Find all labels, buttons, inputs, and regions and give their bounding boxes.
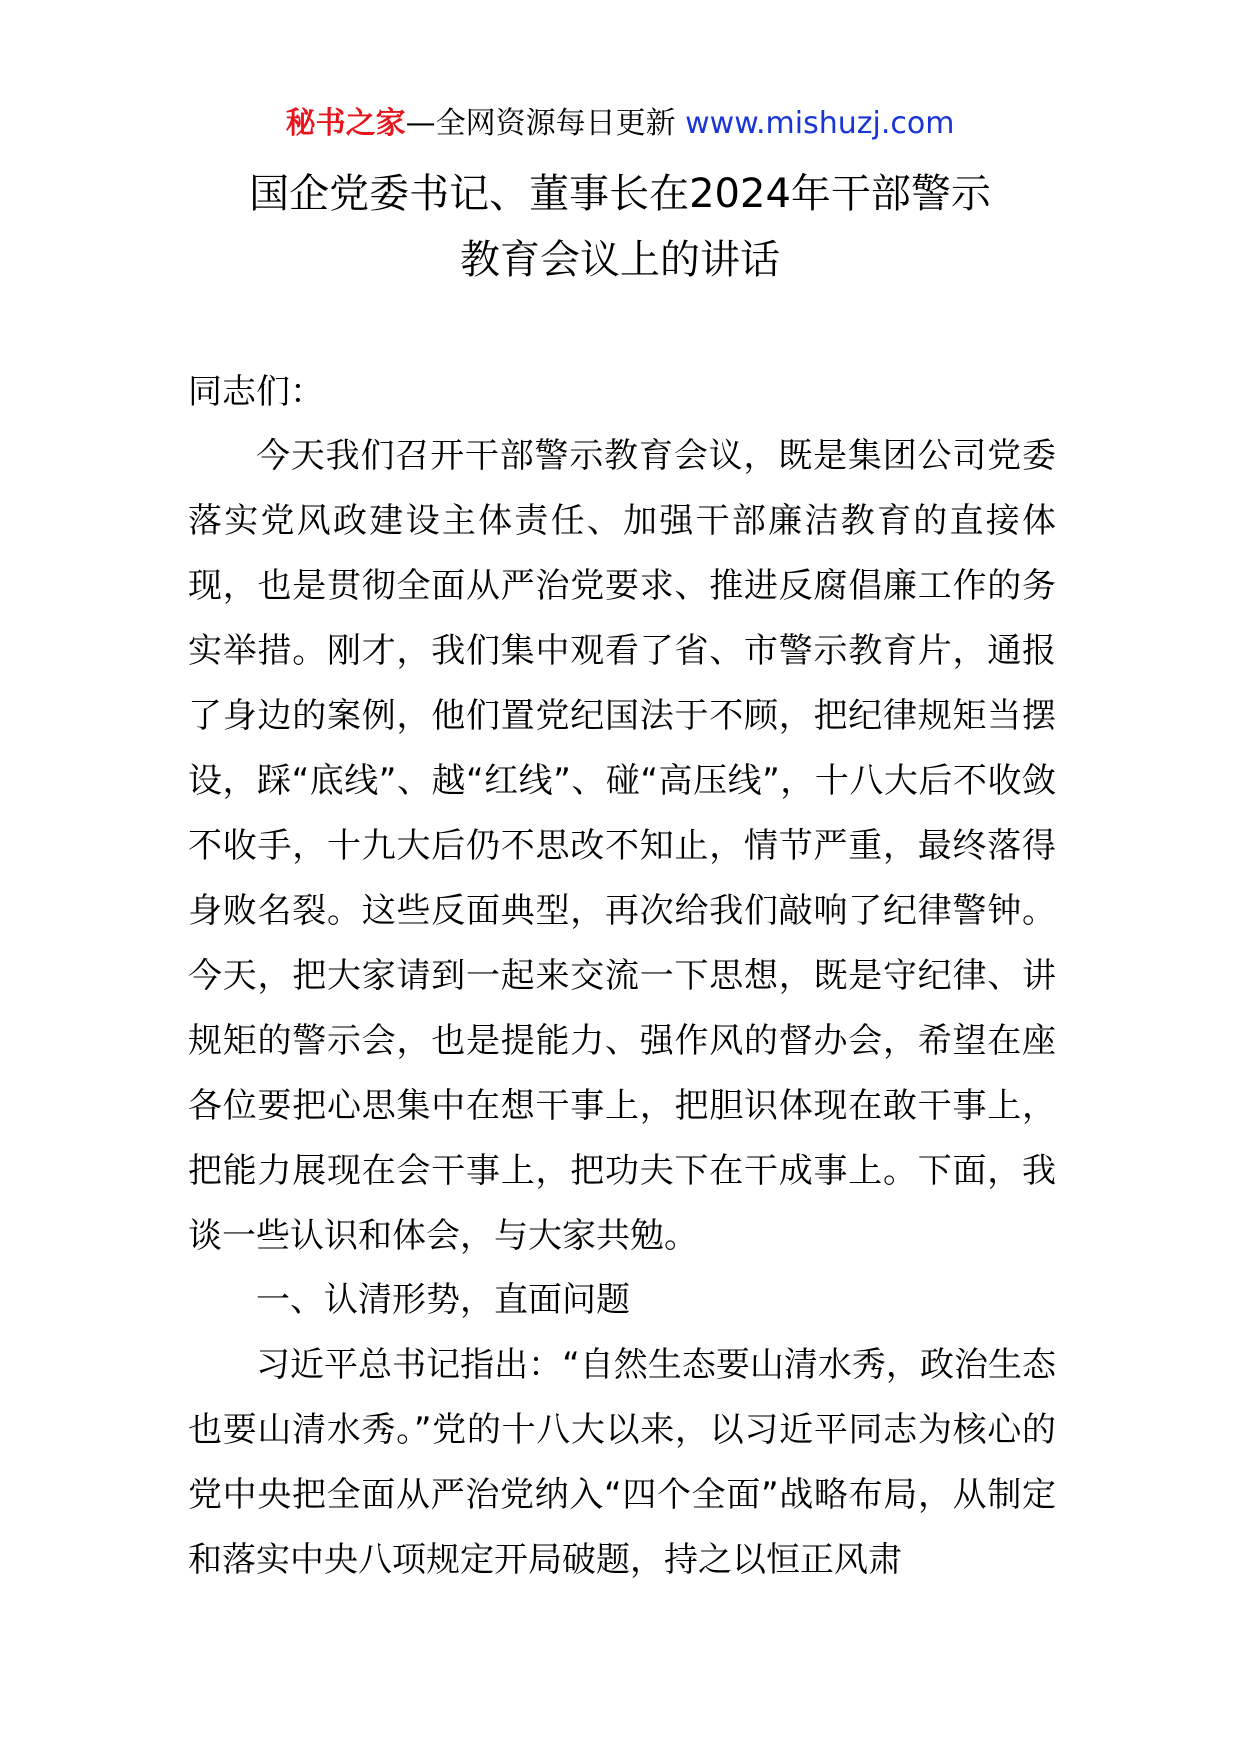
document-title-line-2: 教育会议上的讲话	[460, 237, 780, 283]
document-title-line-1: 国企党委书记、董事长在2024年干部警示	[249, 171, 991, 217]
greeting: 同志们：	[188, 372, 324, 412]
section-heading-1: 一、认清形势，直面问题	[256, 1280, 630, 1320]
body-paragraph-1: 今天我们召开干部警示教育会议，既是集团公司党委落实党风政建设主体责任、加强干部廉洁教育的直接体现，也是贯彻全面从严治党要求、推进反腐倡廉工作的务实举措。刚才，我们集中观看了省、市警示教育片，通报了身边的案例，他们置党纪国法于不顾，把纪律规矩当摆设，踩“底线”、越“红线”、碰“高压线”，十八大后不收敛不收手，十九大后仍不思改不知止，情节严重，最终落得身败名裂。这些反面典型，再次给我们敲响了纪律警钟。今天，把大家请到一起来交流一下思想，既是守纪律、讲规矩的警示会，也是提能力、强作风的督办会，希望在座各位要把心思集中在想干事上，把胆识体现在敢干事上，把能力展现在会干事上，把功夫下在干成事上。下面，我谈一些认识和体会，与大家共勉。	[188, 436, 1056, 1256]
site-url[interactable]: www.mishuzj.com	[685, 106, 955, 141]
body-paragraph-2: 习近平总书记指出：“自然生态要山清水秀，政治生态也要山清水秀。”党的十八大以来，以习近平同志为核心的党中央把全面从严治党纳入“四个全面”战略布局，从制定和落实中央八项规定开局破题，持之以恒正风肃	[188, 1345, 1056, 1580]
brand-name: 秘书之家	[285, 106, 406, 141]
site-header	[0, 104, 1240, 144]
header-tagline: —全网资源每日更新	[405, 106, 676, 141]
